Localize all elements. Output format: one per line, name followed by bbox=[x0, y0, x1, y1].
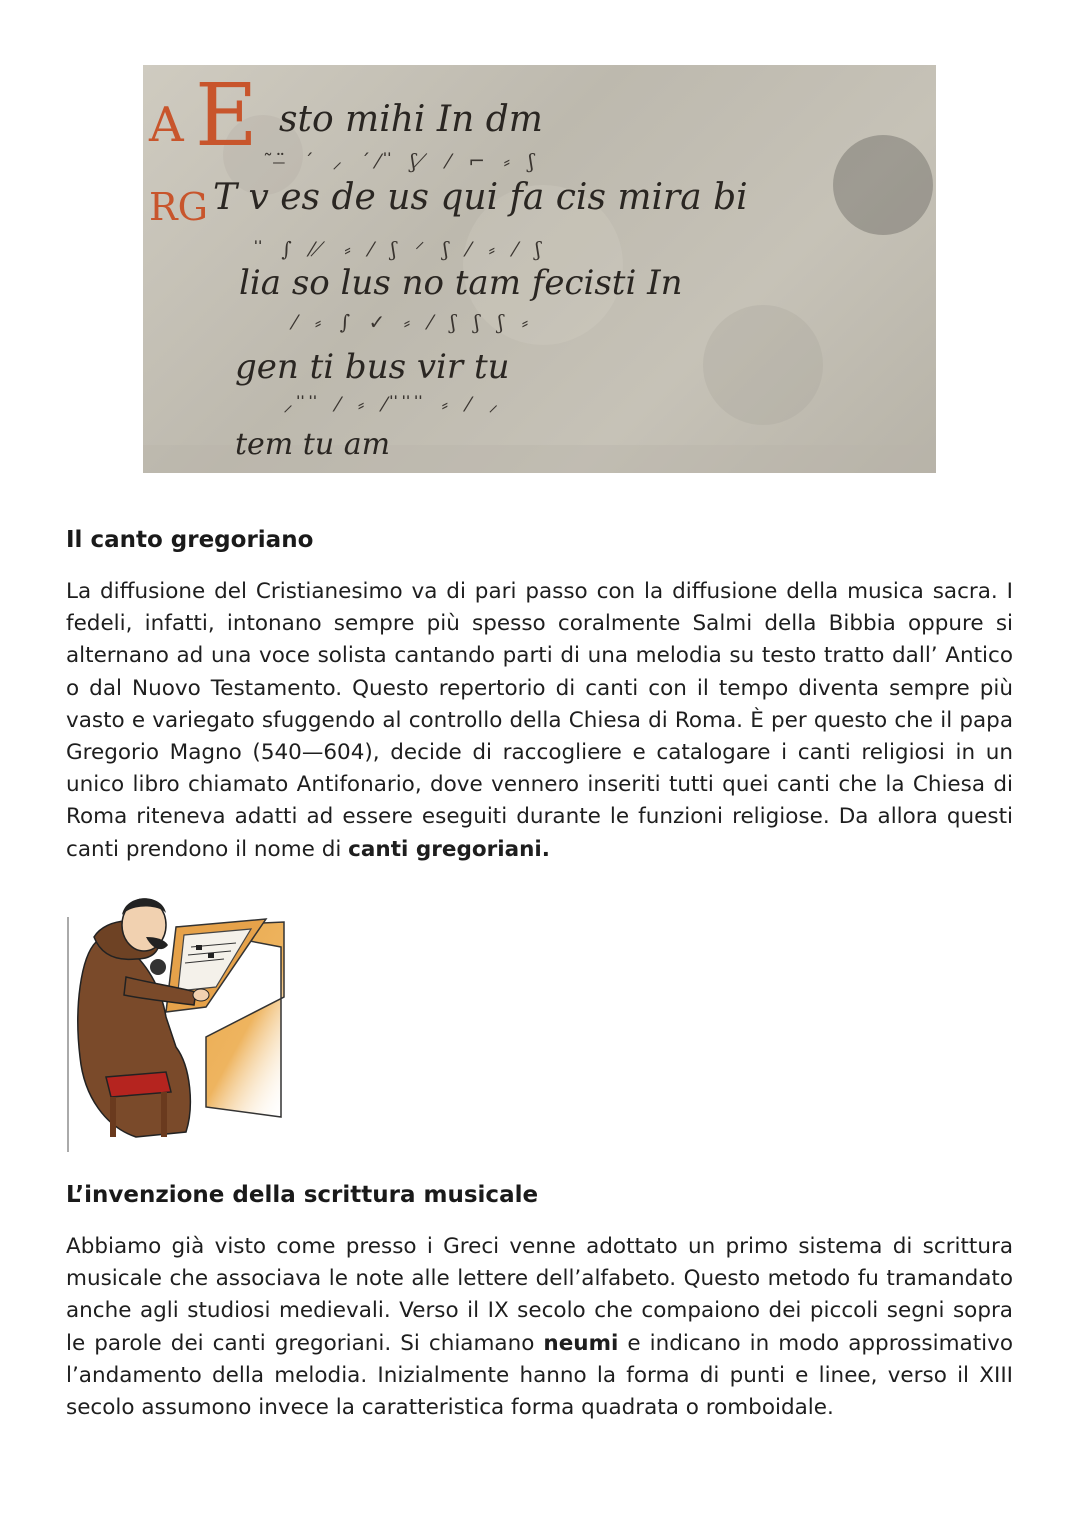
neume-line-3: ⁄ ⸗ ∫ ✓ ⸗ ⁄ ʃ ʃ ʃ ⸗ bbox=[293, 310, 535, 334]
manuscript-line-5: tem tu am bbox=[235, 427, 391, 462]
monk-scribe-illustration bbox=[66, 887, 286, 1152]
initial-a: A bbox=[149, 97, 184, 153]
section-title-scrittura-musicale: L’invenzione della scrittura musicale bbox=[66, 1182, 539, 1208]
bold-term-neumi: neumi bbox=[543, 1330, 619, 1356]
manuscript-line-3: lia so lus no tam fecisti In bbox=[239, 263, 683, 303]
paragraph-text: La diffusione del Cristianesimo va di pari passo con la diffusione della musica sacra. I fedeli, infatti, intonano sempre più spesso coralmente Salmi della Bibbia oppure si alternano ad una voce solista cantando parti di una melodia su testo tratto dall’ Antico o dal Nuovo Testamento. Questo repertorio di canti con il tempo diventa sempre più vasto e variegato sfuggendo al controllo della Chiesa di Roma. È per questo che il papa Gregorio Magno (540—604), decide di raccogliere e catalogare i canti religiosi in un unico libro chiamato Antifonario, dove vennero inseriti tutti quei canti che la Chiesa di Roma riteneva adatti ad essere eseguiti durante le funzioni religiose. Da allora questi canti prendono il nome di bbox=[66, 579, 1013, 862]
monk-drawing bbox=[66, 887, 286, 1152]
manuscript-line-2: T v es de us qui fa cis mira bi bbox=[213, 177, 748, 218]
manuscript-line-1: sto mihi In dm bbox=[279, 99, 543, 140]
bold-term-canti-gregoriani: canti gregoriani. bbox=[348, 836, 550, 862]
neume-line-1: ˜ ̶̈ ´ ⸝ ´⁄ ̎ ʃ ̸ ⁄ ⌐ ⸗ ʃ bbox=[263, 149, 540, 173]
manuscript-image bbox=[143, 65, 936, 473]
paragraph-text-a: Abbiamo già visto come presso i Greci venne adottato un primo sistema di scrittura musicale che associava le note alle lettere dell’alfabeto. Questo metodo fu tramandato anche agli studiosi medievali. Verso il IX secolo che compaiono dei piccoli segni sopra le parole dei canti gregoriani. Si chiamano bbox=[66, 1234, 1013, 1356]
paragraph-text-b: e indicano in modo approssimativo l’andamento della melodia. Inizialmente hanno la forma di punti e linee, verso il XIII secolo assumono invece la caratteristica forma quadrata o romboidale. bbox=[66, 1330, 1013, 1421]
manuscript-line-4: gen ti bus vir tu bbox=[235, 347, 510, 387]
paragraph-scrittura-musicale bbox=[66, 1231, 1013, 1424]
neume-line-4: ⸝ ̎ ̎ ⁄ ⸗ ⁄ ̎ ̎ ̎ ⸗ ⁄ ⸝ bbox=[283, 392, 505, 416]
rubric-rg: RG bbox=[149, 185, 208, 229]
paragraph-canto-gregoriano bbox=[66, 576, 1013, 866]
initial-e: E bbox=[195, 66, 258, 166]
section-title-canto-gregoriano: Il canto gregoriano bbox=[66, 527, 314, 553]
neume-line-2: ̎ ∫ ⁄ ̸ ⸗ ⁄ ʃ ⸍ ʃ ⁄ ⸗ ⁄ ʃ bbox=[263, 237, 547, 261]
